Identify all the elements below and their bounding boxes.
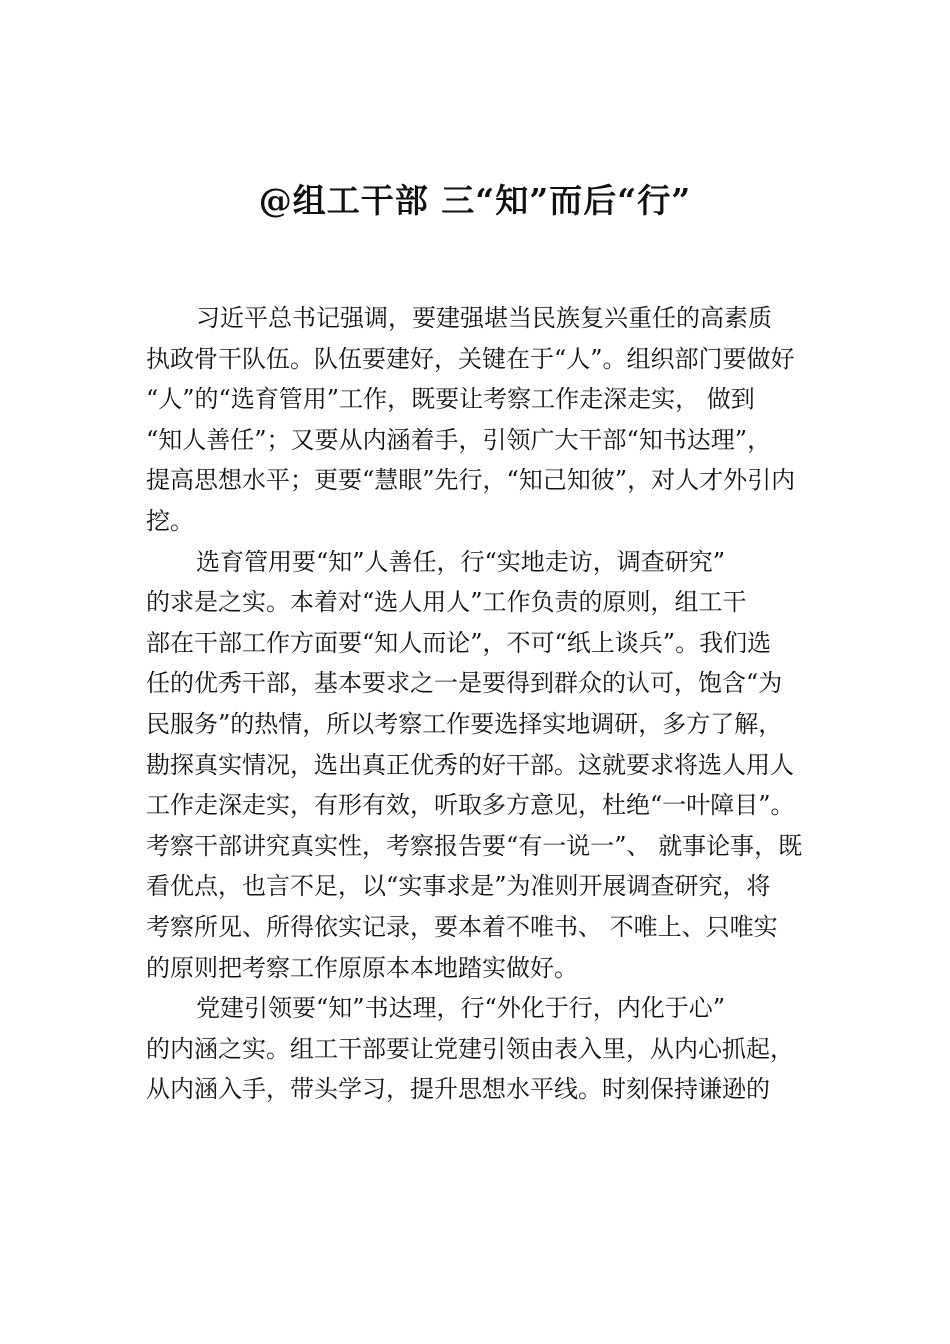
paragraph-2-line-8: 考察干部讲究真实性，考察报告要“有一说一”、 就事论事，既 [146, 831, 803, 860]
paragraph-2-line-7: 工作走深走实，有形有效，听取多方意见，杜绝“一叶障目”。 [146, 791, 795, 820]
paragraph-1-line-4: “知人善任”；又要从内涵着手，引领广大干部“知书达理”， [146, 425, 772, 454]
document-title: @组工干部 三“知”而后“行” [258, 181, 692, 220]
paragraph-2-line-9: 看优点，也言不足，以“实事求是”为准则开展调查研究，将 [146, 872, 771, 901]
paragraph-1-line-2: 执政骨干队伍。队伍要建好，关键在于“人”。组织部门要做好 [146, 344, 795, 373]
paragraph-2-line-6: 勘探真实情况，选出真正优秀的好干部。这就要求将选人用人 [146, 750, 794, 779]
paragraph-2-line-4: 任的优秀干部，基本要求之一是要得到群众的认可，饱含“为 [146, 669, 783, 698]
paragraph-2-line-5: 民服务”的热情，所以考察工作要选择实地调研，多方了解， [146, 709, 783, 738]
paragraph-2-line-3: 部在干部工作方面要“知人而论”，不可“纸上谈兵”。我们选 [146, 628, 772, 657]
paragraph-3-line-2: 的内涵之实。组工干部要让党建引领由表入里，从内心抓起， [146, 1034, 794, 1063]
paragraph-2-line-2: 的求是之实。本着对“选人用人”工作负责的原则，组工干 [146, 588, 747, 617]
paragraph-3-line-3: 从内涵入手，带头学习，提升思想水平线。时刻保持谦逊的 [146, 1075, 770, 1104]
paragraph-1-line-3: “人”的“选育管用”工作，既要让考察工作走深走实， 做到 [146, 385, 755, 414]
paragraph-2-line-10: 考察所见、所得依实记录，要本着不唯书、 不唯上、只唯实 [146, 912, 778, 941]
paragraph-1-line-1: 习近平总书记强调，要建强堪当民族复兴重任的高素质 [196, 304, 772, 332]
paragraph-1-line-5: 提高思想水平；更要“慧眼”先行，“知己知彼”，对人才外引内 [146, 466, 796, 495]
paragraph-2-line-11: 的原则把考察工作原原本本地踏实做好。 [146, 953, 578, 982]
document-body [146, 298, 826, 1110]
paragraph-2-line-1: 选育管用要“知”人善任，行“实地走访，调查研究” [196, 547, 726, 576]
paragraph-3-line-1: 党建引领要“知”书达理，行“外化于行，内化于心” [196, 994, 726, 1023]
paragraph-1-line-6: 挖。 [146, 506, 194, 535]
